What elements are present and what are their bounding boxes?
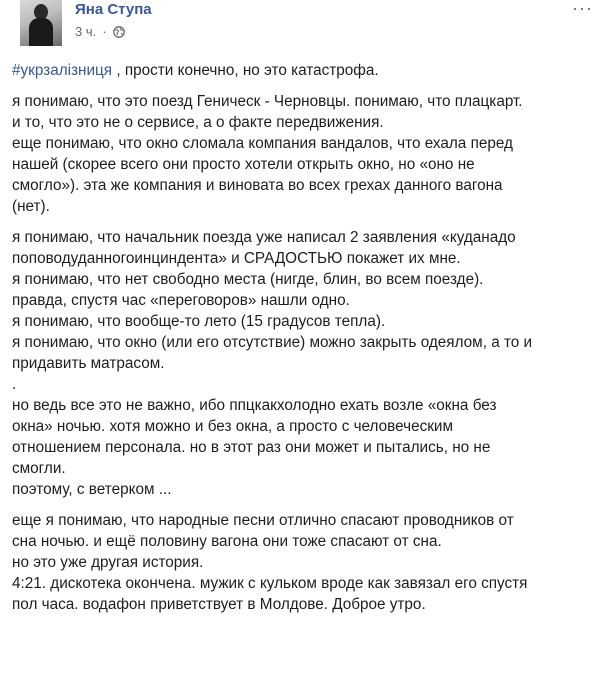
post-text-line: я понимаю, что нет свободно места (нигде, блин, во всем поезде). bbox=[12, 271, 484, 288]
avatar[interactable] bbox=[20, 0, 62, 46]
post-text-line: я понимаю, что вообще-то лето (15 градусов тепла). bbox=[12, 313, 386, 330]
hashtag-link[interactable]: #укрзалізниця bbox=[12, 62, 113, 79]
globe-icon[interactable] bbox=[113, 26, 125, 38]
post-header bbox=[12, 0, 599, 56]
post-text-line: (нет). bbox=[12, 198, 50, 215]
post-text-line: поповодуданногоинциндента» и СРАДОСТЬЮ покажет их мне. bbox=[12, 250, 461, 267]
post-text-line: поэтому, с ветерком ... bbox=[12, 481, 172, 498]
more-icon[interactable]: ··· bbox=[572, 0, 593, 18]
post-text-line: придавить матрасом. bbox=[12, 355, 165, 372]
post-text-line: смогли. bbox=[12, 460, 66, 477]
avatar-body bbox=[29, 18, 53, 46]
post-text-line: еще я понимаю, что народные песни отлично спасают проводников от bbox=[12, 512, 514, 529]
post-paragraph bbox=[12, 227, 608, 500]
post-text-line: . bbox=[12, 376, 17, 393]
post-intro bbox=[12, 60, 608, 81]
meta-separator: · bbox=[102, 24, 107, 39]
post-paragraphs bbox=[12, 91, 608, 615]
post-meta bbox=[75, 23, 125, 41]
post-text-line: пол часа. водафон приветствует в Молдове. Доброе утро. bbox=[12, 596, 426, 613]
author-name[interactable]: Яна Ступа bbox=[75, 1, 152, 18]
post-paragraph bbox=[12, 91, 608, 217]
post-text-line: но это уже другая история. bbox=[12, 554, 204, 571]
post-text-line: 4:21. дискотека окончена. мужик с кульком вроде как завязал его спустя bbox=[12, 575, 528, 592]
post-text-line: и то, что это не о сервисе, а о факте передвижения. bbox=[12, 114, 384, 131]
post-text-line: смогло»). эта же компания и виновата во всех грехах данного вагона bbox=[12, 177, 503, 194]
post-time[interactable]: 3 ч. bbox=[75, 24, 97, 39]
post-text-line: я понимаю, что это поезд Геническ - Черновцы. понимаю, что плацкарт. bbox=[12, 93, 523, 110]
post-text-line: я понимаю, что окно (или его отсутствие) можно закрыть одеялом, а то и bbox=[12, 334, 533, 351]
post-text-line: сна ночью. и ещё половину вагона они тоже спасают от сна. bbox=[12, 533, 442, 550]
post-text-line: нашей (скорее всего они просто хотели открыть окно, но «оно не bbox=[12, 156, 475, 173]
intro-text: , прости конечно, но это катастрофа. bbox=[112, 62, 379, 79]
post-text-line: еще понимаю, что окно сломала компания вандалов, что ехала перед bbox=[12, 135, 513, 152]
post-paragraph bbox=[12, 510, 608, 615]
post-text-line: но ведь все это не важно, ибо ппцкакхолодно ехать возле «окна без bbox=[12, 397, 497, 414]
post-content bbox=[12, 60, 608, 625]
post-text-line: окна» ночью. хотя можно и без окна, а просто с человеческим bbox=[12, 418, 453, 435]
post-text-line: отношением персонала. но в этот раз они может и пытались, но не bbox=[12, 439, 491, 456]
post-text-line: правда, спустя час «переговоров» нашли одно. bbox=[12, 292, 350, 309]
post-text-line: я понимаю, что начальник поезда уже написал 2 заявления «куданадо bbox=[12, 229, 516, 246]
